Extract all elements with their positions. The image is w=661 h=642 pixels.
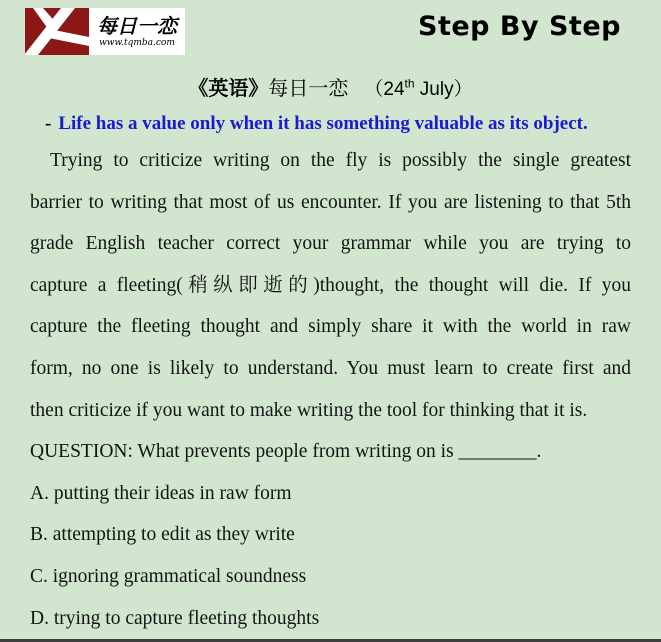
logo-text-panel [89,8,185,55]
brand-logo [25,8,185,55]
motto-dash: - [45,113,52,134]
passage-line: Trying to criticize writing on the fly is possibly the single greatest [50,150,631,171]
passage-line: capture a fleeting(稍纵即逝的)thought, the thought will die. If you [30,274,631,296]
option-b: B. attempting to edit as they write [30,524,295,546]
option-c: C. ignoring grammatical soundness [30,565,307,587]
issue-title [0,70,661,108]
issue-title-name: 每日一恋 [268,78,349,100]
logo-brand-text: 每日一恋 [97,14,177,38]
passage-line: then criticize if you want to make writing the tool for thinking that it is. [30,399,588,421]
page-heading: Step By Step [418,11,621,42]
motto-text: Life has a value only when it has something valuable as its object. [58,113,588,134]
passage-line: capture the fleeting thought and simply share it with the world in raw [30,316,631,338]
question-line: QUESTION: What prevents people from writing on is ________. [30,441,542,463]
issue-title-date: （24th July） [364,76,473,100]
logo-mark-icon [25,8,89,55]
logo-brand-url: www.tqmba.com [99,38,175,48]
passage-line: barrier to writing that most of us encounter. If you are listening to that 5th [30,191,631,213]
passage-line: grade English teacher correct your grammar while you are trying to [30,233,631,255]
option-a: A. putting their ideas in raw form [30,482,292,504]
issue-title-book: 《英语》 [188,78,269,100]
motto-line [45,108,661,140]
passage [30,140,631,431]
ordinal-superscript: th [404,76,415,91]
header [0,0,661,70]
passage-line: form, no one is likely to understand. You must learn to create first and [30,357,631,379]
option-d: D. trying to capture fleeting thoughts [30,607,320,629]
